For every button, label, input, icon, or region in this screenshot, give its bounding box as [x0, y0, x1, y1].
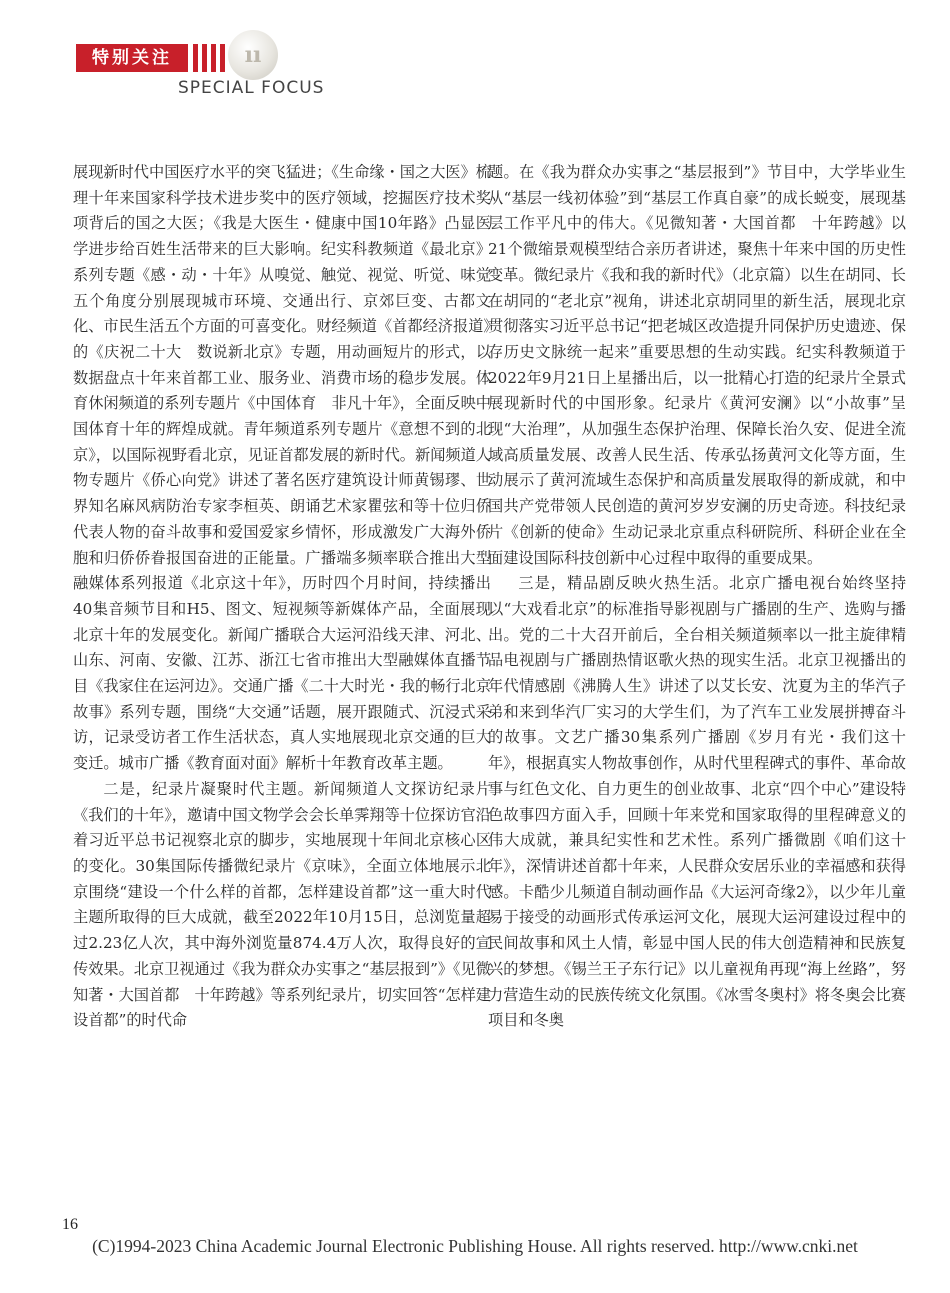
header-stripe [193, 44, 198, 72]
paragraph: 展现新时代中国医疗水平的突飞猛进；《生命缘・国之大医》梳理十年来国家科学技术进步奖中的医疗领域，挖掘医疗技术奖项背后的国之大医；《我是大医生・健康中国10年路》凸显医学进步给百姓生活带来的巨大影响。纪实科教频道《最北京》系列专题《感・动・十年》从嗅觉、触觉、视觉、听觉、味觉五个角度分别展现城市环境、交通出行、京郊巨变、古都文化、市民生活五个方面的可喜变化。财经频道《首都经济报道》的《庆祝二十大 数说新北京》专题，用动画短片的形式，以数据盘点十年来首都工业、服务业、消费市场的稳步发展。体育休闲频道的系列专题片《中国体育 非凡十年》，全面反映中国体育十年的辉煌成就。青年频道系列专题片《意想不到的北京》，以国际视野看北京，见证首都发展的新时代。新闻频道人物专题片《侨心向党》讲述了著名医疗建筑设计师黄锡璆、世界知名麻风病防治专家李桓英、朗诵艺术家瞿弦和等十位归侨代表人物的奋斗故事和爱国爱家乡情怀，形成激发广大海外侨胞和归侨侨眷报国奋进的正能量。广播端多频率联合推出大型融媒体系列报道《北京这十年》，历时四个月时间，持续播出40集音频节目和H5、图文、短视频等新媒体产品，全面展现北京十年的发展变化。新闻广播联合大运河沿线天津、河北、山东、河南、安徽、江苏、浙江七省市推出大型融媒体直播节目《我家住在运河边》。交通广播《二十大时光・我的畅行北京故事》系列专题，围绕“大交通”话题，展开跟随式、沉浸式采访，记录受访者工作生活状态，真人实地展现北京交通的巨大变迁。城市广播《教育面对面》解析十年教育改革主题。 [73, 163, 491, 773]
header-stripe [220, 44, 225, 72]
section-badge: 特别关注 [76, 44, 188, 72]
section-header [0, 0, 950, 110]
header-stripe [202, 44, 207, 72]
paragraph: 题。在《我为群众办实事之“基层报到”》节目中，大学毕业生从“基层一线初体验”到“基层工作真自豪”的成长蜕变，展现基层工作平凡中的伟大。《见微知著・大国首都 十年跨越》以21个微缩景观模型结合亲历者讲述，聚焦十年来中国的历史性变革。微纪录片《我和我的新时代》（北京篇）以生在胡同、长在胡同的“老北京”视角，讲述北京胡同里的新生活，展现北京贯彻落实习近平总书记“把老城区改造提升同保护历史遗迹、保存历史文脉统一起来”重要思想的生动实践。纪实科教频道于2022年9月21日上星播出后，以一批精心打造的纪录片全景式展现新时代的中国形象。纪录片《黄河安澜》以“小故事”呈现“大治理”，从加强生态保护治理、保障长治久安、促进全流域高质量发展、改善人民生活、传承弘扬黄河文化等方面，生动展示了黄河流域生态保护和高质量发展取得的新成就，和中国共产党带领人民创造的黄河岁岁安澜的历史奇迹。科技纪录片《创新的使命》生动记录北京重点科研院所、科研企业在全面建设国际科技创新中心过程中取得的重要成果。 [488, 163, 906, 567]
section-subtitle: SPECIAL FOCUS [178, 78, 325, 98]
page-number: 16 [62, 1216, 78, 1233]
circle-emblem-icon [228, 30, 278, 80]
right-column [488, 160, 906, 1034]
paragraph: 二是，纪录片凝聚时代主题。新闻频道人文探访纪录片《我们的十年》，邀请中国文物学会会长单霁翔等十位探访官沿着习近平总书记视察北京的脚步，实地展现十年间北京核心区的变化。30集国际传播微纪录片《京味》，全面立体地展示北京围绕“建设一个什么样的首都，怎样建设首都”这一重大时代主题所取得的巨大成就，截至2022年10月15日，总浏览量超过2.23亿人次，其中海外浏览量874.4万人次，取得良好的宣传效果。北京卫视通过《我为群众办实事之“基层报到”》《见微知著・大国首都 十年跨越》等系列纪录片，切实回答“怎样建设首都”的时代命 [73, 779, 491, 1030]
copyright-notice: (C)1994-2023 China Academic Journal Electronic Publishing House. All rights reserved. http://www.cnki.net [92, 1236, 858, 1256]
paragraph: 三是，精品剧反映火热生活。北京广播电视台始终坚持以“大戏看北京”的标准指导影视剧与广播剧的生产、选购与播出。党的二十大召开前后，全台相关频道频率以一批主旋律精品电视剧与广播剧热情讴歌火热的现实生活。北京卫视播出的年代情感剧《沸腾人生》讲述了以艾长安、沈夏为主的华汽子弟和来到华汽厂实习的大学生们，为了汽车工业发展拼搏奋斗的故事。文艺广播30集系列广播剧《岁月有光・我们这十年》，根据真实人物故事创作，从时代里程碑式的事件、革命故事与红色文化、自力更生的创业故事、北京“四个中心”建设特色故事四方面入手，回顾十年来党和国家取得的里程碑意义的伟大成就，兼具纪实性和艺术性。系列广播微剧《咱们这十年》，深情讲述首都十年来，人民群众安居乐业的幸福感和获得感。卡酷少儿频道自制动画作品《大运河奇缘2》，以少年儿童易于接受的动画形式传承运河文化，展现大运河建设过程中的民间故事和风土人情，彰显中国人民的伟大创造精神和民族复兴的梦想。《锡兰王子东行记》以儿童视角再现“海上丝路”，努力营造生动的民族传统文化氛围。《冰雪冬奥村》将冬奥会比赛项目和冬奥 [488, 574, 906, 1030]
emblem-glyph: ıı [244, 42, 262, 68]
left-column [73, 160, 491, 1034]
header-stripe [211, 44, 216, 72]
